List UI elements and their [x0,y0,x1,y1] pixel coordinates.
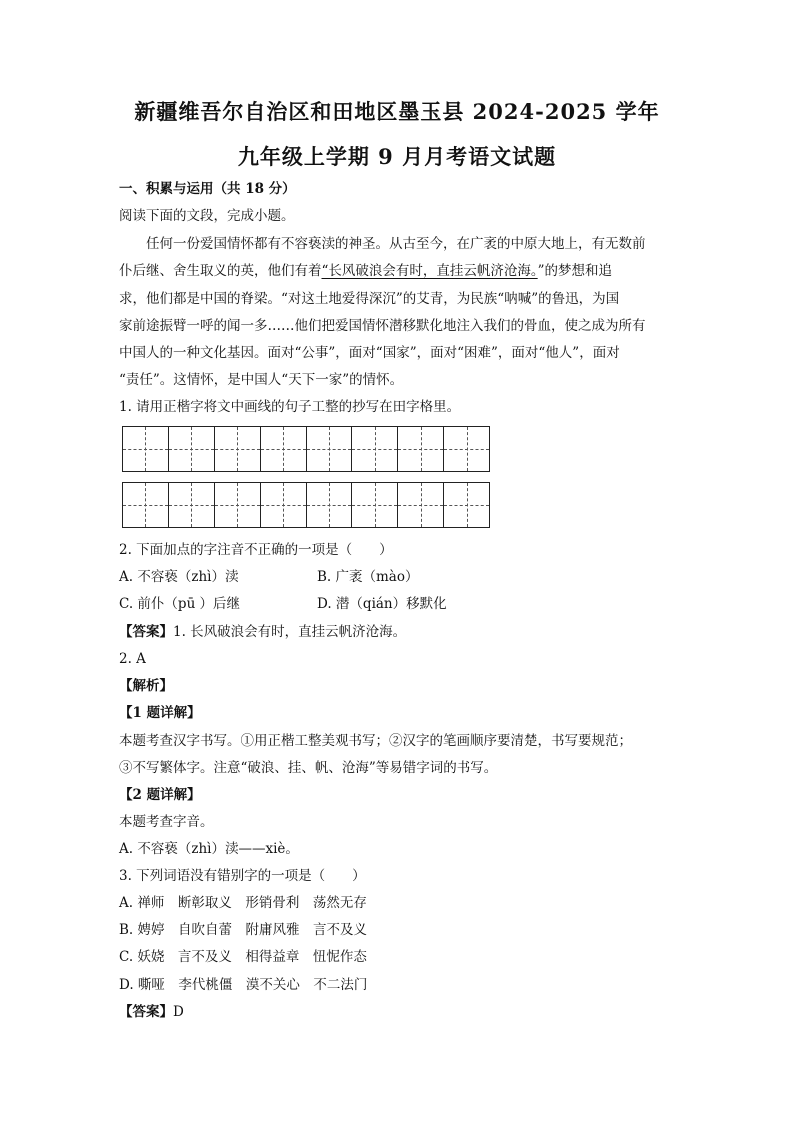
q2-option-b: B. 广袤（mào） [317,569,419,585]
question-3: 3. 下列词语没有错别字的一项是（ ） [119,868,366,884]
section-heading: 一、积累与运用（共 18 分） [119,181,296,197]
passage-line-2 [119,262,612,280]
q2-detail-line-1: 本题考查字音。 [119,814,214,830]
question-2: 2. 下面加点的字注音不正确的一项是（ ） [119,542,393,558]
passage-line-6: “责任”。这情怀，是中国人“天下一家”的情怀。 [119,372,404,388]
answer-3-text: D [173,1004,184,1020]
q2-option-c: C. 前仆（pū ）后继 [119,596,241,612]
answer-2-text: 2. A [119,651,146,667]
answer-3-label: 【答案】 [119,1004,173,1020]
passage-line-2-end: ”的梦想和追 [537,263,613,279]
answer-1-text: 1. 长风破浪会有时，直挂云帆济沧海。 [173,624,407,640]
passage-line-5: 中国人的一种文化基因。面对“公事”，面对“国家”，面对“困难”，面对“他人”，面对 [119,345,620,361]
tianzige-row-1[interactable] [122,426,490,472]
q2-options-row-2 [119,595,447,613]
q2-detail-label: 【2 题详解】 [119,787,201,803]
q1-detail-line-1: 本题考查汉字书写。①用正楷工整美观书写；②汉字的笔画顺序要清楚，书写要规范； [119,733,632,749]
q3-option-c: C. 妖娆 言不及义 相得益章 忸怩作态 [119,949,367,965]
q3-option-d: D. 嘶哑 李代桃僵 漠不关心 不二法门 [119,977,368,993]
q2-option-d: D. 潜（qián）移默化 [317,596,447,612]
q2-option-a: A. 不容亵（zhì）渎 [119,569,239,585]
answer-block-3 [119,1003,184,1021]
instruction-text: 阅读下面的文段，完成小题。 [119,208,295,224]
passage-line-1: 任何一份爱国情怀都有不容亵渎的神圣。从古至今，在广袤的中原大地上，有无数前 [146,236,646,252]
passage-line-3: 求，他们都是中国的脊梁。“对这土地爱得深沉”的艾青，为民族“呐喊”的鲁迅，为国 [119,291,620,307]
q2-detail-line-2: A. 不容亵（zhì）渎——xiè。 [119,841,299,857]
analysis-label: 【解析】 [119,678,173,694]
answer-label: 【答案】 [119,624,173,640]
underlined-sentence: “长风破浪会有时，直挂云帆济沧海。 [321,263,538,279]
page-title-line-1: 新疆维吾尔自治区和田地区墨玉县 2024-2025 学年 [134,99,660,124]
page-title-line-2: 九年级上学期 9 月月考语文试题 [237,144,557,169]
q3-option-a: A. 禅师 断彰取义 形销骨利 荡然无存 [119,895,367,911]
tianzige-row-2[interactable] [122,482,490,528]
q1-detail-line-2: ③不写繁体字。注意“破浪、挂、帆、沧海”等易错字词的书写。 [119,760,498,776]
q1-detail-label: 【1 题详解】 [119,705,201,721]
passage-line-4: 家前途振臂一呼的闻一多……他们把爱国情怀潜移默化地注入我们的骨血，使之成为所有 [119,318,646,334]
question-1: 1. 请用正楷字将文中画线的句子工整的抄写在田字格里。 [119,399,461,415]
answer-block-1 [119,623,406,641]
q3-option-b: B. 娉婷 自吹自蕾 附庸风雅 言不及义 [119,922,368,938]
passage-line-2-start: 仆后继、舍生取义的英，他们有着 [119,263,322,279]
q2-options-row-1 [119,568,418,586]
